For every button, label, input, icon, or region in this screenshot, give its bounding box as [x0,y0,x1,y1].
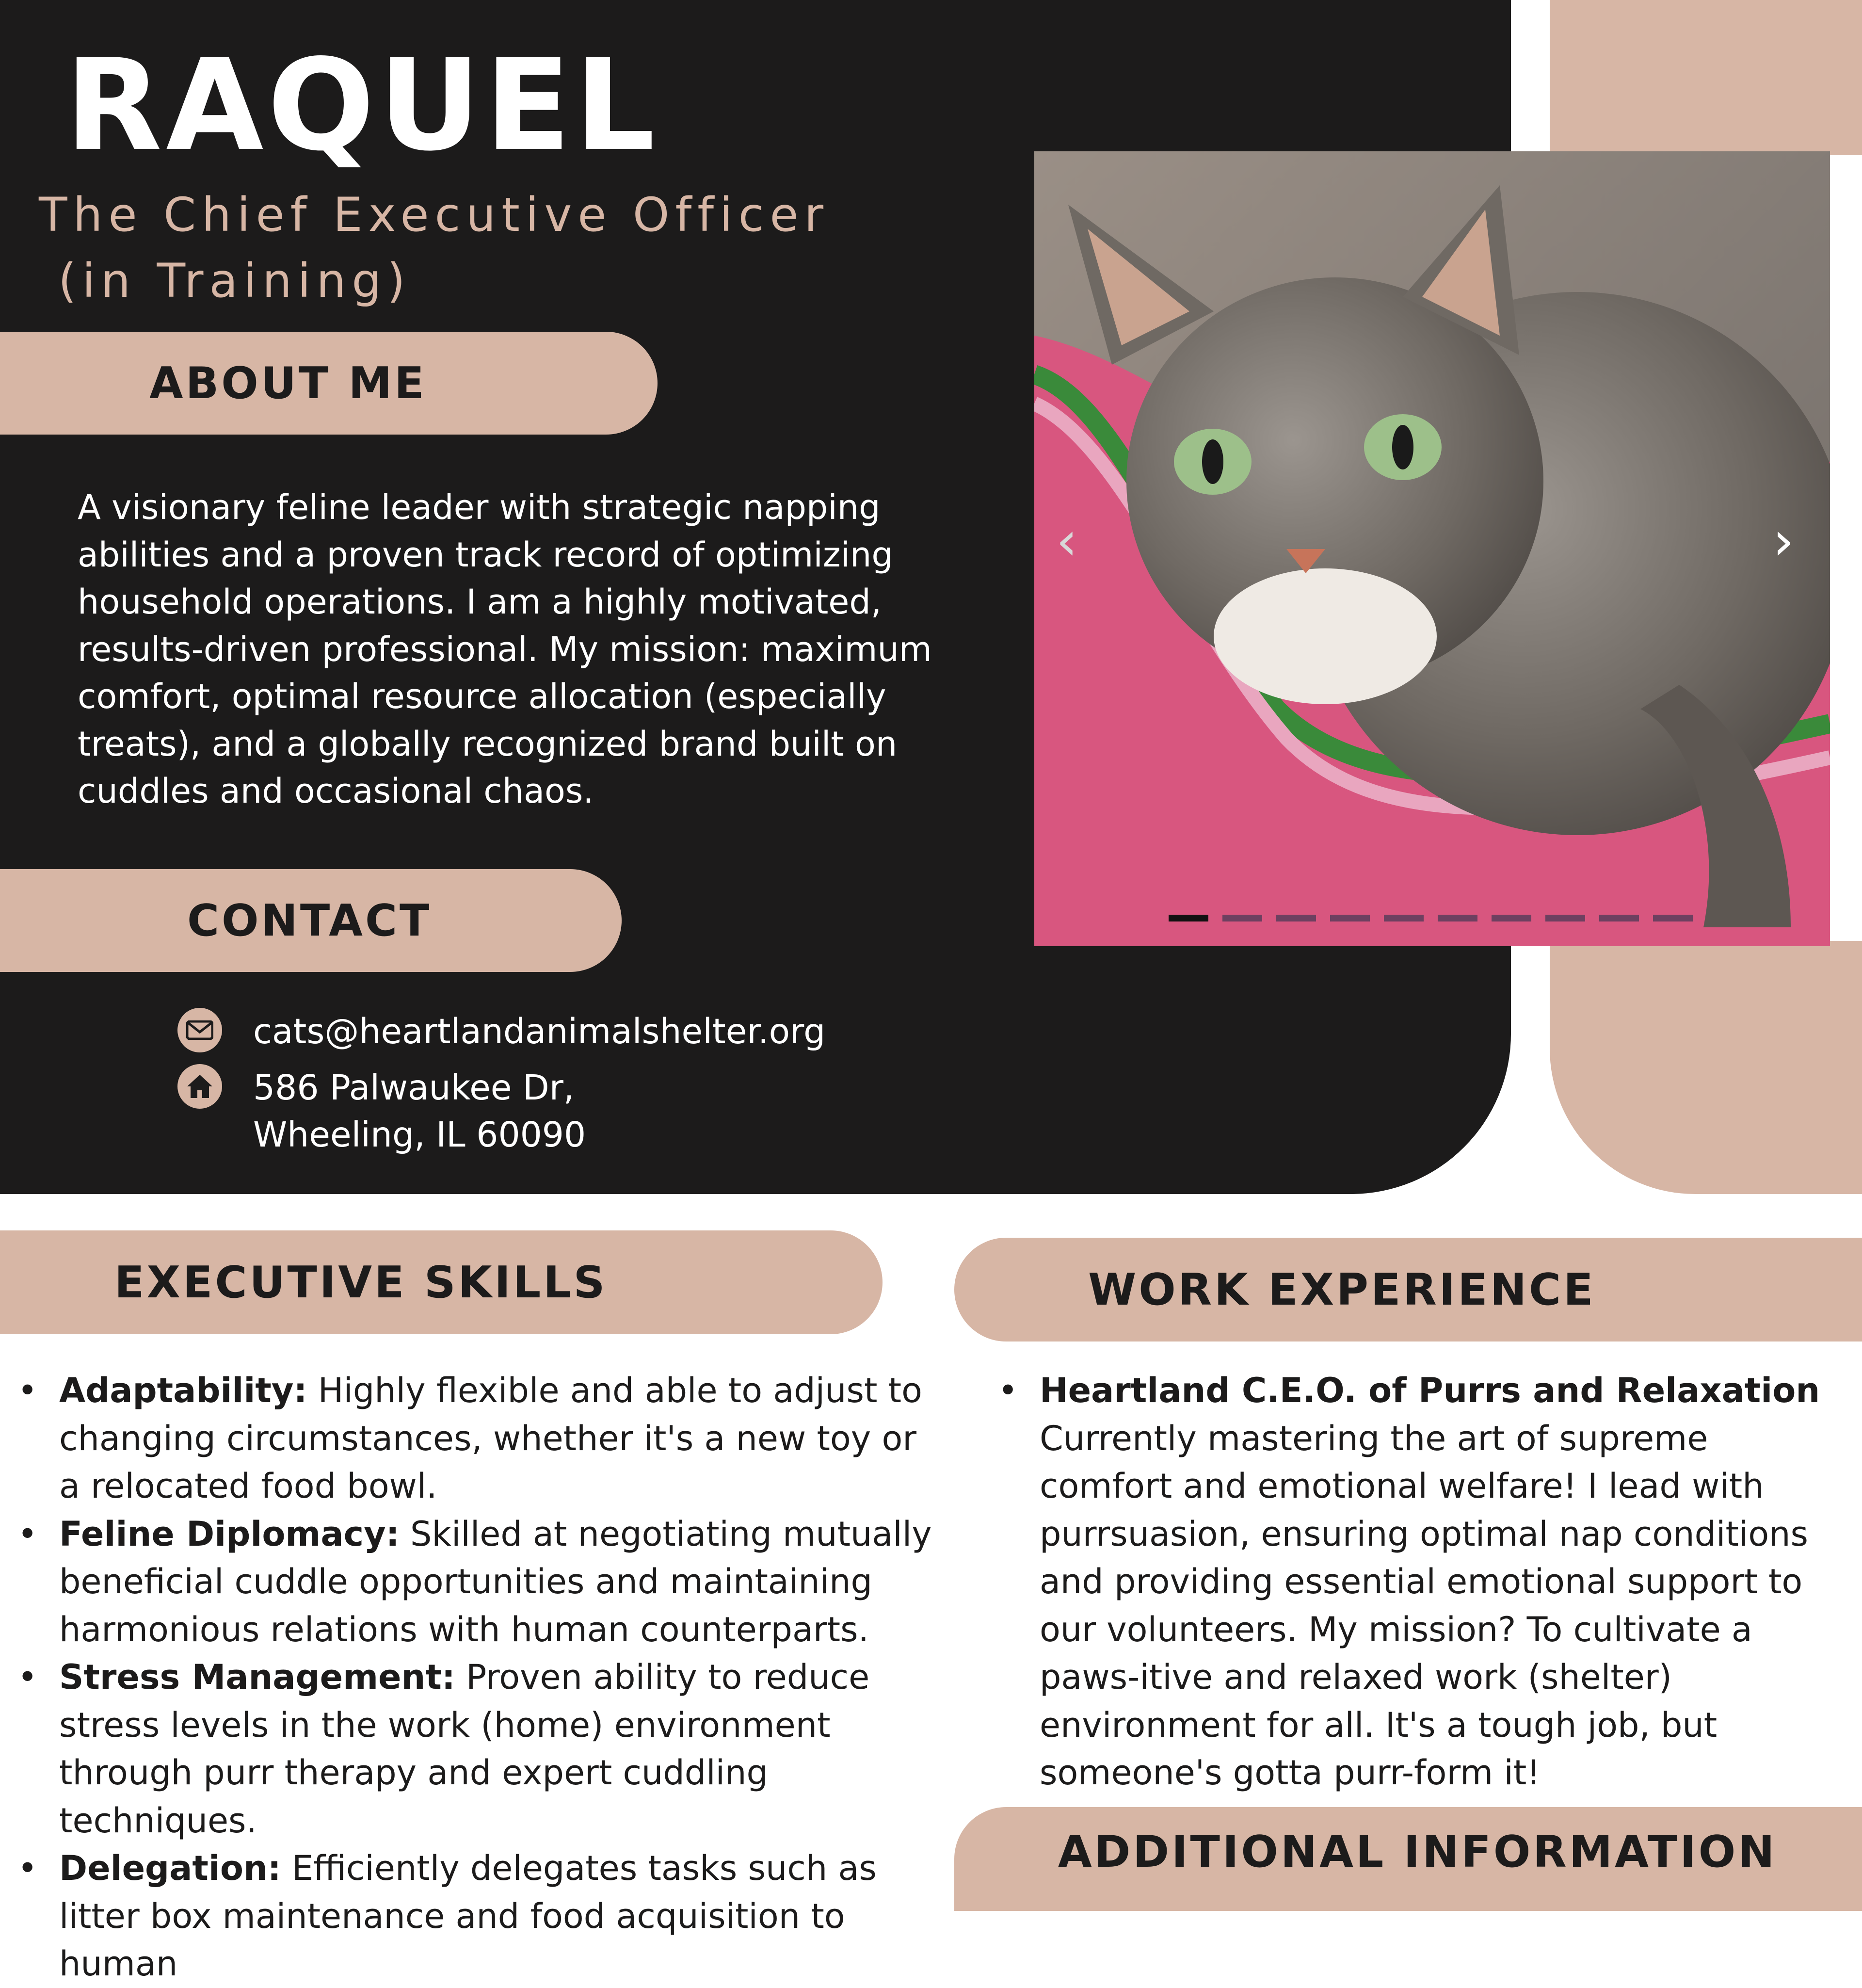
carousel-dot[interactable] [1169,915,1208,921]
carousel-dot[interactable] [1276,915,1316,921]
skills-list [18,1367,935,1988]
skill-title: Delegation: [59,1848,281,1888]
envelope-icon [177,1008,222,1052]
list-item [18,1653,935,1844]
list-item [999,1367,1843,1797]
carousel-dot[interactable] [1492,915,1531,921]
job-title: • Heartland C.E.O. of Purrs and Relaxation [1040,1371,1820,1410]
carousel-dot[interactable] [1222,915,1262,921]
accent-block-bottom [1550,941,1862,1194]
chevron-right-icon[interactable]: › [1773,510,1794,572]
carousel-indicators [1169,915,1693,921]
cat-photo [1034,151,1830,946]
carousel-dot[interactable] [1599,915,1639,921]
contact-email-row [177,1008,825,1055]
job-description: Currently mastering the art of supreme comfort and emotional welfare! I lead with purrsuasion, ensuring optimal nap conditions and providing essential emotional support to our volunteers. My mission? To cultivate a paws-itive and relaxed work (shelter) environment for all. It's a tough job, but someone's gotta purr-form it! [1040,1418,1809,1793]
work-list [999,1367,1843,1797]
contact-heading: CONTACT [0,869,622,972]
address-line-2: Wheeling, IL 60090 [253,1115,586,1155]
subtitle [39,182,829,314]
contact-address-row [177,1064,586,1158]
contact-email[interactable]: cats@heartlandanimalshelter.org [253,1011,826,1051]
carousel-dot[interactable] [1330,915,1370,921]
skill-text: Skilled at negotiating mutually beneficial cuddle opportunities and maintaining harmonious relations with human counterparts. [59,1514,932,1649]
skill-text: Proven ability to reduce stress levels in the work (home) environment through purr therapy and expert cuddling techniques. [59,1657,870,1841]
chevron-left-icon[interactable]: ‹ [1056,510,1077,572]
carousel-dot[interactable] [1545,915,1585,921]
contact-address [253,1064,586,1158]
about-text: A visionary feline leader with strategic napping abilities and a proven track record of optimizing household operations. I am a highly motivated, results-driven professional. My mission: maximum comfort, optimal resource allocation (especially treats), and a globally recognized brand built on cuddles and occasional chaos. [78,487,932,811]
list-item [18,1510,935,1654]
home-icon [177,1064,222,1109]
subtitle-line-1: The Chief Executive Officer [39,188,830,242]
work-heading: WORK EXPERIENCE [954,1238,1862,1341]
about-heading: ABOUT ME [0,332,658,435]
address-line-1: 586 Palwaukee Dr, [253,1067,575,1108]
skill-title: Feline Diplomacy: [59,1514,400,1554]
carousel-dot[interactable] [1438,915,1477,921]
carousel-dot[interactable] [1384,915,1424,921]
additional-heading: ADDITIONAL INFORMATION [954,1807,1862,1911]
skill-text: Highly flexible and able to adjust to changing circumstances, whether it's a new toy or a relocated food bowl. [59,1371,922,1506]
page-title: RAQUEL [65,32,659,179]
list-item [18,1367,935,1510]
list-item [18,1844,935,1988]
skill-text: Efficiently delegates tasks such as litter box maintenance and food acquisition to human [59,1848,877,1984]
subtitle-line-2: (in Training) [58,254,411,308]
carousel-dot[interactable] [1653,915,1693,921]
skill-title: Adaptability: [59,1371,307,1410]
accent-block-top [1550,0,1862,155]
skills-heading: EXECUTIVE SKILLS [0,1230,883,1334]
skill-title: Stress Management: [59,1657,455,1697]
